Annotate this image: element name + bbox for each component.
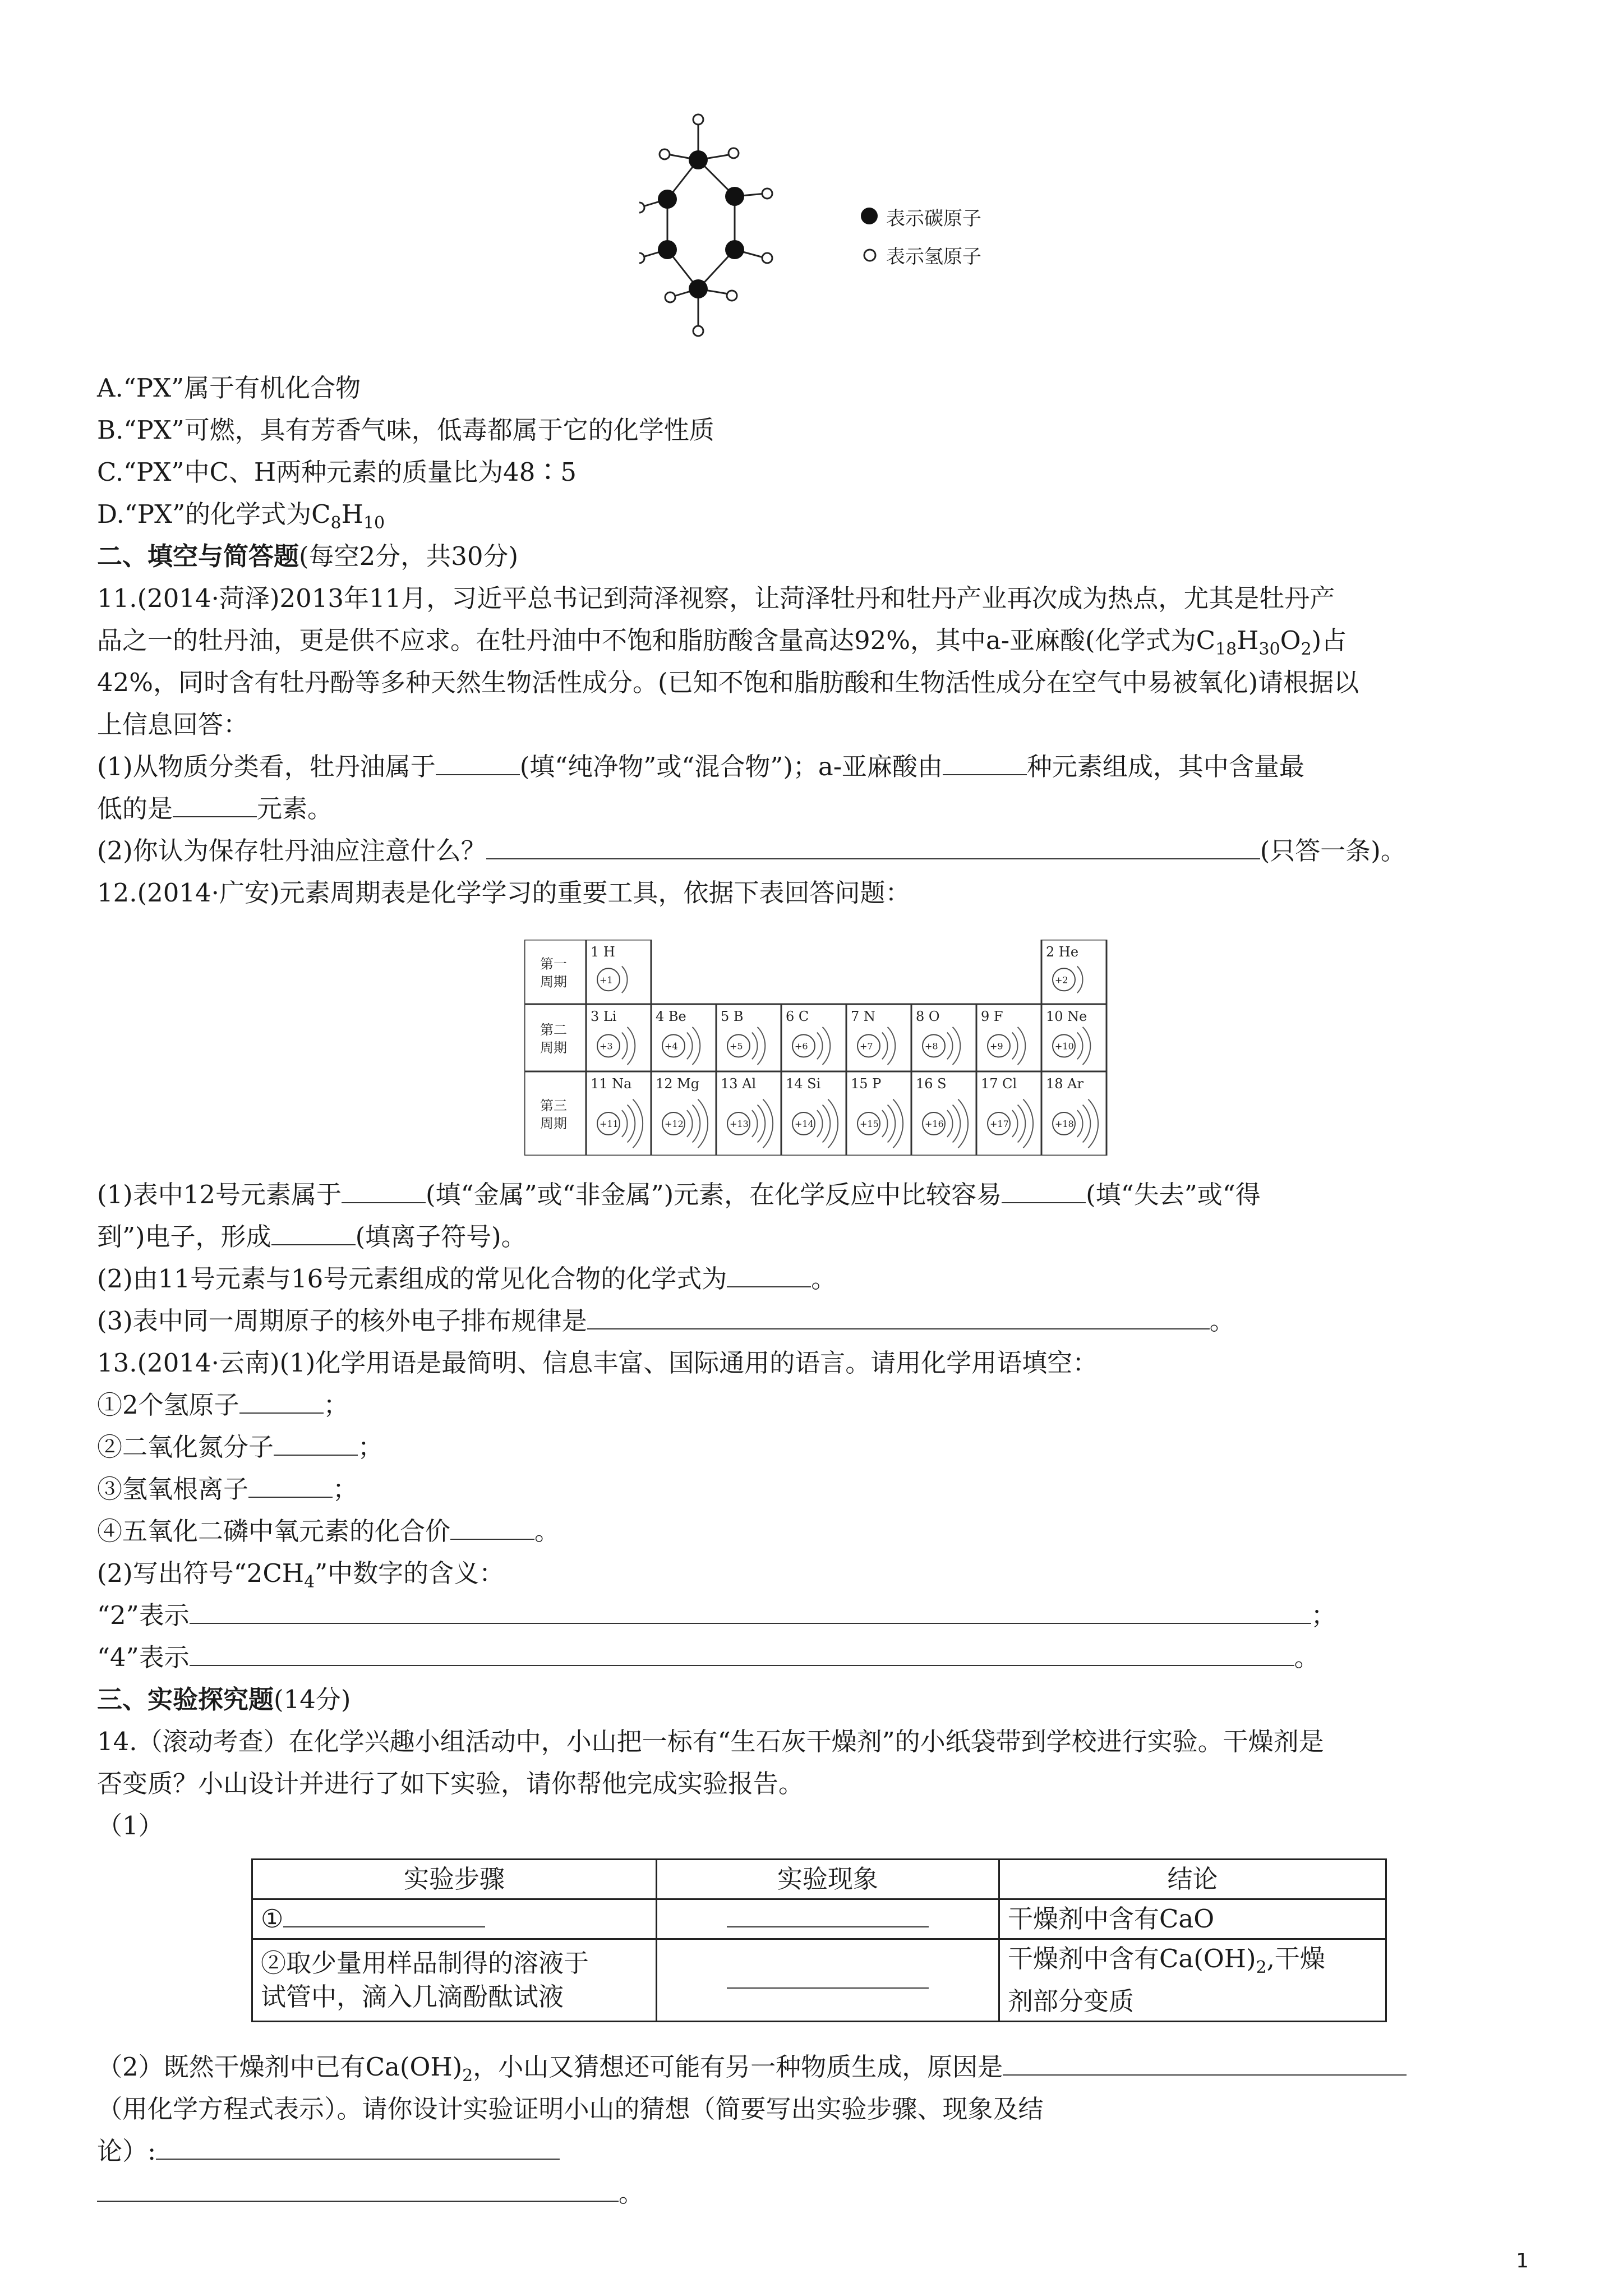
- electron-shell-arc: [622, 1110, 628, 1137]
- electron-shell-arc: [698, 1099, 708, 1148]
- q11-line3: 42%，同时含有牡丹酚等多种天然生物活性成分。(已知不饱和脂肪酸和生物活性成分在空气中易被氧化)请根据以: [97, 668, 1359, 697]
- q13-meaning-4: “4”表示 。: [97, 1642, 1320, 1672]
- electron-shell-arc: [817, 1033, 823, 1060]
- q11-part1: (1)从物质分类看，牡丹油属于 (填“纯净物”或“混合物”)；a-亚麻酸由 种元素组成，其中含量最: [97, 752, 1304, 781]
- q13-item3: ③氢氧根离子 ；: [97, 1474, 358, 1504]
- q13-meaning-2: “2”表示 ；: [97, 1600, 1336, 1630]
- q14-part2-cont2: 论）:: [97, 2134, 560, 2168]
- electron-shell-arc: [893, 1099, 903, 1148]
- answer-blank[interactable]: [1003, 2051, 1407, 2076]
- element-symbol: 11 Na: [591, 1076, 632, 1092]
- q13-part2: (2)写出符号“$2CH_4$”中数字的含义：: [97, 1558, 505, 1592]
- q10-option-c: C.“PX”中C、H两种元素的质量比为48∶5: [97, 457, 577, 487]
- electron-shell-arc: [1012, 1110, 1018, 1137]
- answer-blank[interactable]: [587, 1305, 1210, 1329]
- element-symbol: 4 Be: [656, 1009, 686, 1024]
- answer-blank[interactable]: [342, 1179, 426, 1203]
- row2-conclusion: 干燥剂中含有$Ca(OH)_2$,干燥 剂部分变质: [999, 1939, 1386, 2022]
- answer-blank[interactable]: [486, 835, 1260, 859]
- table-header-row: [252, 1860, 1386, 1899]
- nuclear-charge: +15: [860, 1119, 879, 1129]
- period-label-cell: [524, 940, 586, 1004]
- q10-option-a: A.“PX”属于有机化合物: [97, 373, 361, 403]
- electron-shell-arc: [882, 1110, 888, 1137]
- answer-blank[interactable]: [274, 1431, 358, 1456]
- period-label-cell: [524, 1071, 586, 1156]
- element-symbol: 1 H: [591, 944, 615, 960]
- electron-shell-arc: [687, 1033, 693, 1060]
- electron-shell-arc: [693, 1027, 700, 1065]
- q11-part2: (2)你认为保存牡丹油应注意什么？ (只答一条)。: [97, 836, 1406, 866]
- element-symbol: 18 Ar: [1046, 1076, 1083, 1092]
- q11-line2: 品之一的牡丹油，更是供不应求。在牡丹油中不饱和脂肪酸含量高达92%，其中a-亚麻酸(化学式为$C_{18}H_{30}O_2$)占: [97, 625, 1347, 659]
- nuclear-charge: +11: [600, 1119, 619, 1129]
- electron-shell-arc: [622, 967, 628, 993]
- hydrogen-legend-dot: [861, 247, 878, 264]
- q14-part1-label: （1）: [97, 1811, 164, 1841]
- q14-part2: （2）既然干燥剂中已有$Ca(OH)_2$，小山又猜想还可能有另一种物质生成，原因是: [97, 2050, 1407, 2093]
- answer-blank[interactable]: [450, 1515, 534, 1540]
- experiment-report-table: [251, 1858, 1387, 2022]
- electron-shell-arc: [1012, 1033, 1018, 1060]
- nuclear-charge: +8: [925, 1041, 938, 1052]
- electron-shell-arc: [1083, 1105, 1091, 1142]
- q11-line4: 上信息回答：: [97, 710, 249, 739]
- electron-shell-arc: [628, 1105, 635, 1142]
- element-symbol: 14 Si: [786, 1076, 821, 1092]
- row2-phenomenon: [657, 1939, 999, 2022]
- electron-shell-arc: [763, 1099, 773, 1148]
- electron-shell-arc: [628, 1027, 635, 1065]
- answer-blank[interactable]: [190, 1641, 1294, 1666]
- electron-shell-arc: [817, 1110, 823, 1137]
- element-symbol: 10 Ne: [1046, 1009, 1087, 1024]
- hydrogen-legend-label: 表示氢原子: [886, 246, 981, 268]
- nuclear-charge: +7: [860, 1041, 873, 1052]
- electron-shell-arc: [693, 1105, 700, 1142]
- section2-heading: 二、填空与简答题(每空2分，共30分): [97, 541, 519, 571]
- page-number: 1: [1516, 2249, 1529, 2272]
- q12-part3: (3)表中同一周期原子的核外电子排布规律是 。: [97, 1306, 1235, 1336]
- carbon-legend-label: 表示碳原子: [886, 208, 981, 230]
- answer-blank[interactable]: [727, 1903, 929, 1927]
- nuclear-charge: +6: [795, 1041, 808, 1052]
- nuclear-charge: +5: [730, 1041, 743, 1052]
- element-symbol: 9 F: [981, 1009, 1003, 1024]
- answer-blank[interactable]: [283, 1903, 485, 1927]
- electron-shell-arc: [1077, 1110, 1083, 1137]
- nuclear-charge: +16: [925, 1119, 944, 1129]
- element-symbol: 12 Mg: [656, 1076, 700, 1092]
- electron-shell-arc: [888, 1027, 896, 1065]
- row1-step: ①: [252, 1899, 657, 1939]
- electron-shell-arc: [958, 1099, 968, 1148]
- electron-shell-arc: [823, 1105, 831, 1142]
- nuclear-charge: +12: [665, 1119, 684, 1129]
- element-symbol: 2 He: [1046, 944, 1079, 960]
- answer-blank[interactable]: [943, 751, 1027, 775]
- element-symbol: 3 Li: [591, 1009, 617, 1024]
- q11-line1: 11.(2014·菏泽)2013年11月，习近平总书记到菏泽视察，让菏泽牡丹和牡丹产业再次成为热点，尤其是牡丹产: [97, 583, 1335, 613]
- nuclear-charge: +13: [730, 1119, 749, 1129]
- electron-shell-arc: [752, 1110, 758, 1137]
- period-label-cell: [524, 1004, 586, 1071]
- answer-blank[interactable]: [190, 1599, 1311, 1624]
- q13-item1: ①2个氢原子 ；: [97, 1390, 349, 1420]
- nuclear-charge: +17: [990, 1119, 1009, 1129]
- header-phenomenon: 实验现象: [657, 1860, 999, 1899]
- answer-blank[interactable]: [436, 751, 520, 775]
- electron-shell-arc: [953, 1105, 961, 1142]
- electron-shell-arc: [1083, 1027, 1091, 1065]
- q14-line1: 14.（滚动考查）在化学兴趣小组活动中，小山把一标有“生石灰干燥剂”的小纸袋带到学校进行实验。干燥剂是: [97, 1727, 1324, 1756]
- element-symbol: 7 N: [851, 1009, 875, 1024]
- electron-shell-arc: [1077, 967, 1083, 993]
- answer-blank[interactable]: [97, 2177, 619, 2202]
- answer-blank[interactable]: [156, 2135, 560, 2160]
- nuclear-charge: +2: [1055, 974, 1068, 986]
- period-label: 第二: [540, 1022, 567, 1038]
- nuclear-charge: +18: [1055, 1119, 1074, 1129]
- table-row: [252, 1939, 1386, 2022]
- q13-line1: 13.(2014·云南)(1)化学用语是最简明、信息丰富、国际通用的语言。请用化学用语填空：: [97, 1348, 1098, 1378]
- element-symbol: 5 B: [721, 1009, 744, 1024]
- answer-blank[interactable]: [727, 1263, 811, 1287]
- answer-blank[interactable]: [1002, 1179, 1086, 1203]
- nuclear-charge: +9: [990, 1041, 1003, 1052]
- nuclear-charge: +1: [600, 974, 613, 986]
- element-symbol: 13 Al: [721, 1076, 757, 1092]
- answer-blank[interactable]: [271, 1221, 356, 1245]
- q13-item4: ④五氧化二磷中氧元素的化合价 。: [97, 1516, 560, 1546]
- electron-shell-arc: [758, 1105, 766, 1142]
- electron-shell-arc: [758, 1027, 766, 1065]
- electron-shell-arc: [1018, 1027, 1026, 1065]
- electron-shell-arc: [1077, 1033, 1083, 1060]
- q11-part1-cont: 低的是 元素。: [97, 794, 333, 823]
- header-conclusion: 结论: [999, 1860, 1386, 1899]
- electron-shell-arc: [888, 1105, 896, 1142]
- electron-shell-arc: [1023, 1099, 1033, 1148]
- element-symbol: 17 Cl: [981, 1076, 1017, 1092]
- nuclear-charge: +3: [600, 1041, 613, 1052]
- q14-part2-cont3: 。: [97, 2177, 644, 2210]
- element-symbol: 8 O: [916, 1009, 940, 1024]
- nuclear-charge: +10: [1055, 1041, 1074, 1052]
- table-row: [252, 1899, 1386, 1939]
- nuclear-charge: +14: [795, 1119, 814, 1129]
- electron-shell-arc: [1018, 1105, 1026, 1142]
- electron-shell-arc: [947, 1110, 953, 1137]
- q10-option-d: D.“PX”的化学式为$C_8H_{10}$: [97, 499, 385, 533]
- answer-blank[interactable]: [727, 1964, 929, 1989]
- electron-shell-arc: [633, 1099, 643, 1148]
- electron-shell-arc: [828, 1099, 838, 1148]
- q12-part1-cont: 到”)电子，形成 (填离子符号)。: [97, 1222, 527, 1251]
- electron-shell-arc: [953, 1027, 961, 1065]
- electron-shell-arc: [882, 1033, 888, 1060]
- nuclear-charge: +4: [665, 1041, 678, 1052]
- q12-part1: (1)表中12号元素属于 (填“金属”或“非金属”)元素，在化学反应中比较容易 (填“失去”或“得: [97, 1180, 1261, 1209]
- q13-item2: ②二氧化氮分子 ；: [97, 1432, 384, 1462]
- period-label: 周期: [540, 1040, 567, 1056]
- electron-shell-arc: [687, 1110, 693, 1137]
- electron-shell-arc: [823, 1027, 831, 1065]
- electron-shell-arc: [1088, 1099, 1098, 1148]
- period-label: 第三: [540, 1098, 567, 1114]
- element-symbol: 15 P: [851, 1076, 882, 1092]
- periodic-table-figure: [524, 940, 1108, 1156]
- q12-part2: (2)由11号元素与16号元素组成的常见化合物的化学式为 。: [97, 1264, 837, 1294]
- answer-blank[interactable]: [248, 1473, 333, 1498]
- px-molecule-diagram: [639, 109, 780, 356]
- electron-shell-arc: [622, 1033, 628, 1060]
- element-symbol: 16 S: [916, 1076, 947, 1092]
- q10-option-b: B.“PX”可燃，具有芳香气味，低毒都属于它的化学性质: [97, 415, 714, 445]
- q14-line2: 否变质？小山设计并进行了如下实验，请你帮他完成实验报告。: [97, 1769, 804, 1798]
- period-label: 周期: [540, 1116, 567, 1131]
- answer-blank[interactable]: [173, 793, 257, 817]
- q12-line1: 12.(2014·广安)元素周期表是化学学习的重要工具，依据下表回答问题：: [97, 878, 911, 908]
- period-label: 周期: [540, 974, 567, 990]
- electron-shell-arc: [947, 1033, 953, 1060]
- section3-heading: 三、实验探究题(14分): [97, 1685, 351, 1714]
- header-step: 实验步骤: [252, 1860, 657, 1899]
- answer-blank[interactable]: [239, 1389, 324, 1414]
- q14-part2-cont: （用化学方程式表示）。请你设计实验证明小山的猜想（简要写出实验步骤、现象及结: [97, 2094, 1044, 2124]
- carbon-legend-dot: [858, 205, 880, 227]
- row1-conclusion: 干燥剂中含有CaO: [999, 1899, 1386, 1939]
- electron-shell-arc: [752, 1033, 758, 1060]
- element-symbol: 6 C: [786, 1009, 809, 1024]
- row1-phenomenon: [657, 1899, 999, 1939]
- row2-step: ②取少量用样品制得的溶液于 试管中，滴入几滴酚酞试液: [252, 1939, 657, 2022]
- period-label: 第一: [540, 956, 567, 972]
